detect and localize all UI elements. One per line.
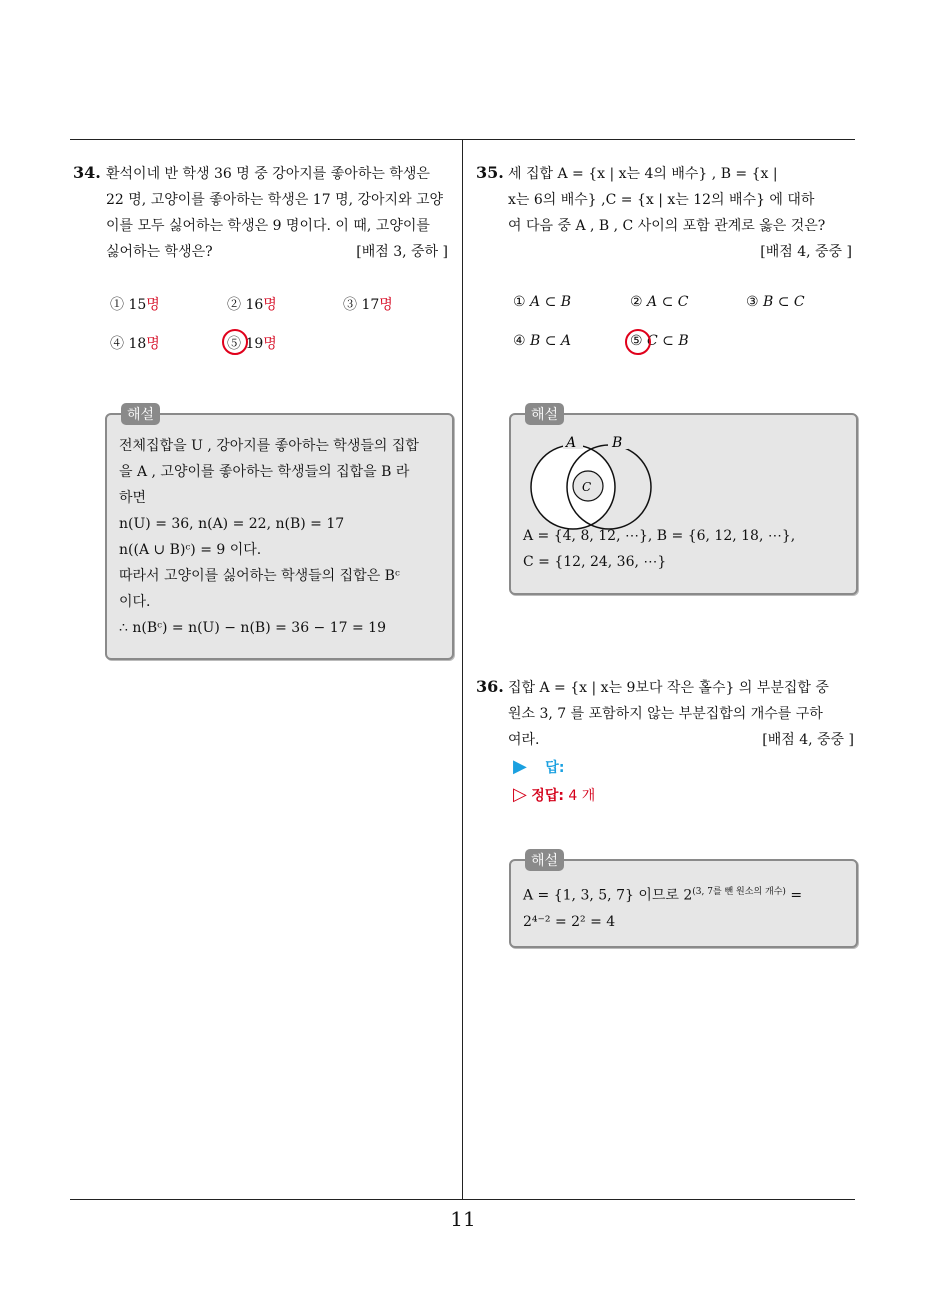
choice-num: 17	[361, 297, 380, 313]
q34-choice-4[interactable]	[110, 333, 160, 353]
q35-choice-2[interactable]	[630, 294, 688, 310]
choice-text: A ⊂ C	[647, 294, 689, 310]
bottom-rule	[70, 1199, 855, 1200]
choice-text: B ⊂ C	[763, 294, 805, 310]
q36-line-last	[508, 727, 858, 753]
q36-line: 여라.	[508, 732, 540, 748]
q35-choice-5-selected[interactable]	[630, 333, 689, 349]
choice-num: 19	[245, 336, 264, 352]
solution-line: ∴ n(Bᶜ) = n(U) − n(B) = 36 − 17 = 19	[119, 620, 386, 636]
q36-line: 집합 A = {x | x는 9보다 작은 홀수} 의 부분집합 중	[508, 680, 829, 696]
choice-mark: ④	[110, 336, 124, 352]
venn-label-c: C	[582, 480, 592, 494]
q35-number: 35.	[476, 163, 504, 182]
choice-mark: ④	[513, 333, 526, 349]
q35-text	[508, 161, 858, 265]
q36-score: [배점 4, 중중 ]	[762, 732, 854, 748]
q35-choice-1[interactable]	[513, 294, 571, 310]
q34-choices	[110, 294, 450, 354]
solution-line: n(U) = 36, n(A) = 22, n(B) = 17	[119, 516, 345, 532]
q34-choice-3[interactable]	[343, 294, 393, 314]
q34-line-last	[106, 239, 456, 265]
solution-line: A = {4, 8, 12, ⋯}, B = {6, 12, 18, ⋯},	[523, 528, 796, 544]
choice-mark: ①	[513, 294, 526, 310]
choice-text: A ⊂ B	[530, 294, 572, 310]
q34-line: 22 명, 고양이를 좋아하는 학생은 17 명, 강아지와 고양	[106, 192, 444, 208]
page-number: 11	[450, 1207, 476, 1231]
q34-solution-content	[119, 433, 440, 641]
solution-line-1	[523, 879, 844, 909]
choice-mark: ⑤	[227, 336, 241, 352]
choice-unit: 명	[146, 336, 160, 352]
solution-label: 해설	[121, 403, 160, 425]
q34-score: [배점 3, 중하 ]	[356, 244, 448, 260]
answer-value: 4 개	[568, 788, 596, 804]
solution-line: 따라서 고양이를 싫어하는 학생들의 집합은 Bᶜ	[119, 568, 400, 584]
choice-unit: 명	[263, 297, 277, 313]
q36-number: 36.	[476, 677, 504, 696]
q35-choice-4[interactable]	[513, 333, 571, 349]
choice-text: C ⊂ B	[647, 333, 689, 349]
q34-line: 환석이네 반 학생 36 명 중 강아지를 좋아하는 학생은	[106, 166, 430, 182]
q35-choice-3[interactable]	[746, 294, 805, 310]
answer-label: 정답:	[531, 788, 564, 804]
choice-num: 18	[128, 336, 147, 352]
choice-mark: ③	[746, 294, 759, 310]
choice-num: 16	[245, 297, 264, 313]
q34-choice-2[interactable]	[227, 294, 277, 314]
q36-line: 원소 3, 7 를 포함하지 않는 부분집합의 개수를 구하	[508, 706, 823, 722]
q35-solution-content	[523, 523, 844, 575]
venn-diagram	[519, 431, 669, 536]
q34-choice-5-selected[interactable]	[227, 333, 277, 353]
solution-line: 하면	[119, 490, 147, 506]
q36-solution-box	[509, 853, 858, 948]
q36-answer-prompt-row	[513, 756, 564, 777]
solution-line: 을 A , 고양이를 좋아하는 학생들의 집합을 B 라	[119, 464, 410, 480]
venn-label-a: A	[566, 435, 577, 451]
choice-mark: ②	[227, 297, 241, 313]
q34-number: 34.	[73, 163, 101, 182]
q34-text	[106, 161, 456, 265]
q35-score: [배점 4, 중중 ]	[760, 244, 852, 260]
choice-mark: ⑤	[630, 333, 643, 349]
solution-line: 전체집합을 U , 강아지를 좋아하는 학생들의 집합	[119, 438, 419, 454]
q34-solution-box	[105, 407, 454, 660]
q36-answer-row	[513, 784, 595, 805]
q36-solution-content	[523, 879, 844, 935]
choice-mark: ③	[343, 297, 357, 313]
play-triangle-icon: ▶	[513, 756, 527, 777]
choice-text: B ⊂ A	[530, 333, 572, 349]
outline-triangle-icon: ▷	[513, 784, 527, 805]
answer-circle-icon	[625, 329, 651, 355]
choice-mark: ①	[110, 297, 124, 313]
q35-choices	[513, 294, 853, 354]
solution-line: n((A ∪ B)ᶜ) = 9 이다.	[119, 542, 262, 558]
q35-line: x는 6의 배수} ,C = {x | x는 12의 배수} 에 대하	[508, 192, 815, 208]
q36-text	[508, 675, 858, 753]
choice-unit: 명	[379, 297, 393, 313]
answer-circle-icon	[222, 329, 248, 355]
q35-line: 세 집합 A = {x | x는 4의 배수} , B = {x |	[508, 166, 778, 182]
q34-line: 이를 모두 싫어하는 학생은 9 명이다. 이 때, 고양이를	[106, 218, 430, 234]
solution-label: 해설	[525, 849, 564, 871]
q34-choice-1[interactable]	[110, 294, 160, 314]
solution-exponent: (3, 7를 뺀 원소의 개수)	[692, 887, 786, 897]
solution-line-2: 2⁴⁻² = 2² = 4	[523, 913, 616, 930]
solution-line: 이다.	[119, 594, 151, 610]
choice-mark: ②	[630, 294, 643, 310]
q34-line: 싫어하는 학생은?	[106, 244, 213, 260]
solution-line: C = {12, 24, 36, ⋯}	[523, 554, 667, 570]
venn-label-b: B	[612, 435, 623, 451]
solution-text: A = {1, 3, 5, 7} 이므로 2	[523, 887, 693, 904]
choice-unit: 명	[146, 297, 160, 313]
choice-unit: 명	[263, 336, 277, 352]
q35-solution-box	[509, 407, 858, 595]
answer-prompt: 답:	[545, 760, 565, 776]
q35-line: 여 다음 중 A , B , C 사이의 포함 관계로 옳은 것은?	[508, 218, 826, 234]
solution-text: =	[785, 887, 803, 904]
solution-label: 해설	[525, 403, 564, 425]
column-divider	[462, 139, 463, 1200]
choice-num: 15	[128, 297, 147, 313]
